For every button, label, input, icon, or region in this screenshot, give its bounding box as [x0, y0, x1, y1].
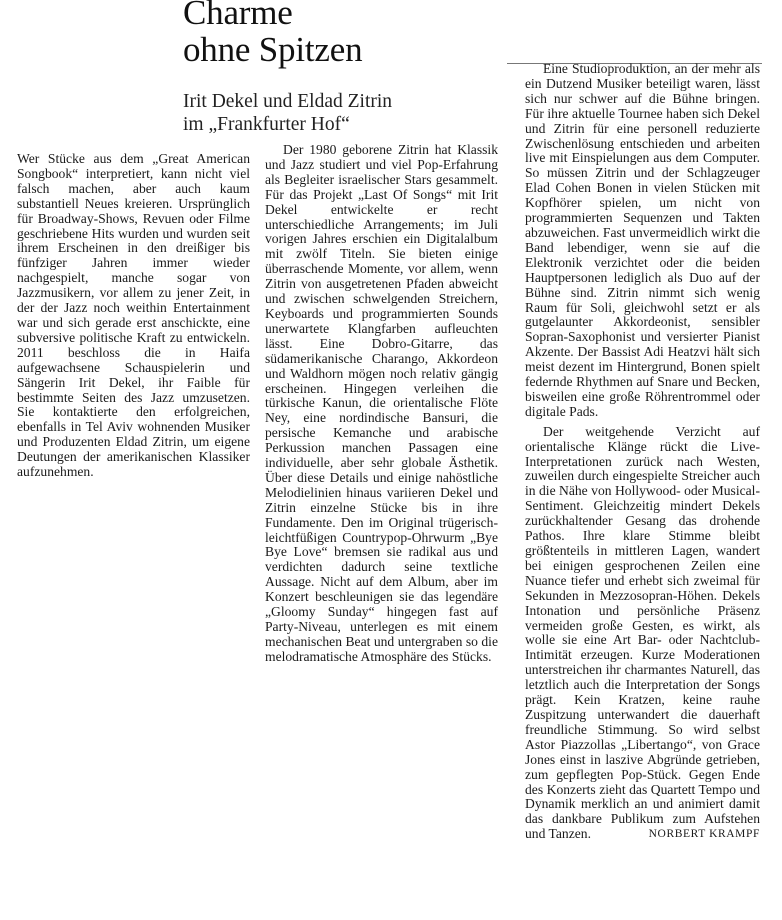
- column-1-paragraph: Wer Stücke aus dem „Great American Songbook“ interpretiert, kann nicht viel falsch machen, aber auch kaum substantiell Neues kreieren. Ursprünglich für Broadway-Shows, Revuen oder Filme geschriebene Hits wurden und wurden seit ihrem Erscheinen in den dreißiger bis fünfziger Jahren immer wieder nachgespielt, manche sogar von Jazzmusikern, vor allem zu jener Zeit, in der der Jazz noch weithin Entertainment war und sich gerade erst anschickte, eine subversive politische Kraft zu entwickeln. 2011 beschloss die in Haifa aufgewachsene Schauspielerin und Sängerin Irit Dekel, ihr Faible für bestimmte Seiten des Jazz umzusetzen. Sie kontaktierte den erfolgreichen, ebenfalls in Tel Aviv wohnenden Musiker und Produzenten Eldad Zitrin, um eigene Deutungen der amerikanischen Klassiker aufzunehmen.: [17, 151, 250, 480]
- headline-line-2: ohne Spitzen: [183, 30, 363, 69]
- article-column-2: [265, 143, 498, 665]
- column-3-paragraph-2-text: Der weitgehende Verzicht auf orientalische Klänge rückt die Live-Interpretationen zurück nach Westen, zuweilen durch eingespielte Streicher auch in die Nähe von Hollywood- oder Musical-Sentiment. Gleichzeitig mindert Dekels zurückhaltender Gesang das drohende Pathos. Ihre klare Stimme bleibt größtenteils in mittleren Lagen, wandert bei einigen gesprochenen Zeilen eine Nuance tiefer und erhebt sich zweimal für Sekunden in Mezzosopran-Höhen. Dekels Intonation und persönliche Präsenz vermeiden große Gesten, es wirkt, als wolle sie eine Art Bar- oder Nachtclub-Intimität erzeugen. Kurze Moderationen unterstreichen ihr charmantes Naturell, das letztlich auch die Interpretation der Songs prägt. Kein Kratzen, keine rauhe Zuspitzung unterwandert die dauerhaft freundliche Stimmung. So wird selbst Astor Piazzollas „Libertango“, von Grace Jones einst in laszive Abgründe getrieben, zum gepflegten Pop-Stück. Gegen Ende des Konzerts zieht das Quartett Tempo und Dynamik merklich an und animiert damit das dankbare Publikum zum Aufstehen und Tanzen.: [525, 423, 760, 842]
- column-2-paragraph: Der 1980 geborene Zitrin hat Klassik und Jazz studiert und viel Pop-Erfahrung als Begleiter israelischer Stars gesammelt. Für das Projekt „Last Of Songs“ mit Irit Dekel entwickelte er recht unterschiedliche Arrangements; im Juli vorigen Jahres erschien ein Digitalalbum mit zwölf Titeln. Sie bieten einige überraschende Momente, vor allem, wenn Zitrin von ausgetretenen Pfaden abweicht und zwischen schwelgenden Streichern, Keyboards und programmierten Sounds unerwartete Klangfarben aufleuchten lässt. Eine Dobro-Gitarre, das südamerikanische Charango, Akkordeon und Waldhorn mögen noch relativ gängig erscheinen. Hingegen verleihen die türkische Kanun, die orientalische Flöte Ney, eine nordindische Bansuri, die persische Kemanche und arabische Perkussion manchen Passagen eine individuelle, aber sehr globale Ästhetik. Über diese Details und einige nahöstliche Melodielinien hinaus variieren Dekel und Zitrin einzelne Stücke bis in ihre Fundamente. Den im Original trügerisch-leichtfüßigen Countrypop-Ohrwurm „Bye Bye Love“ bremsen sie radikal aus und verdichten dadurch seine textliche Aussage. Nicht auf dem Album, aber im Konzert beschleunigen sie das legendäre „Gloomy Sunday“ hingegen fast auf Party-Niveau, unterlegen es mit einem mechanischen Beat und untergraben so die melodramatische Atmosphäre des Stücks.: [265, 142, 498, 664]
- subheadline: [183, 90, 392, 136]
- article-column-3: [525, 62, 760, 842]
- article-column-1: [17, 152, 250, 480]
- subheadline-line-1: Irit Dekel und Eldad Zitrin: [183, 91, 393, 112]
- subheadline-line-2: im „Frankfurter Hof“: [183, 114, 350, 135]
- headline-line-1: Charme: [183, 0, 293, 32]
- column-3-paragraph-1: Eine Studioproduktion, an der mehr als ein Dutzend Musiker beteiligt waren, lässt sich nur schwer auf die Bühne bringen. Für ihre aktuelle Tournee haben sich Dekel und Zitrin für eine personell reduzierte Zwischenlösung entschieden und arbeiten live mit Einspielungen aus dem Computer. So müssen Zitrin und der Schlagzeuger Elad Cohen Bonen in vielen Stücken mit Kopfhörer spielen, um nicht von programmierten Sequenzen und Takten abzuweichen. Fast unvermeidlich wirkt die Band lebendiger, wenn sie auf die Elektronik verzichtet oder die beiden Hauptpersonen lediglich als Duo auf der Bühne sind. Zitrin nimmt sich wenig Raum für Soli, gleichwohl setzt er als gutgelaunter Akkordeonist, sensibler Sopran-Saxophonist und versierter Pianist Akzente. Der Bassist Adi Heatzvi hält sich meist dezent im Hintergrund, Bonen spielt federnde Rhythmen auf Snare und Becken, bisweilen eine große Röhrentrommel oder digitale Pads.: [525, 61, 760, 419]
- author-byline: NORBERT KRAMPF: [648, 828, 760, 841]
- column-3-paragraph-2: [525, 425, 760, 842]
- headline: [183, 0, 362, 68]
